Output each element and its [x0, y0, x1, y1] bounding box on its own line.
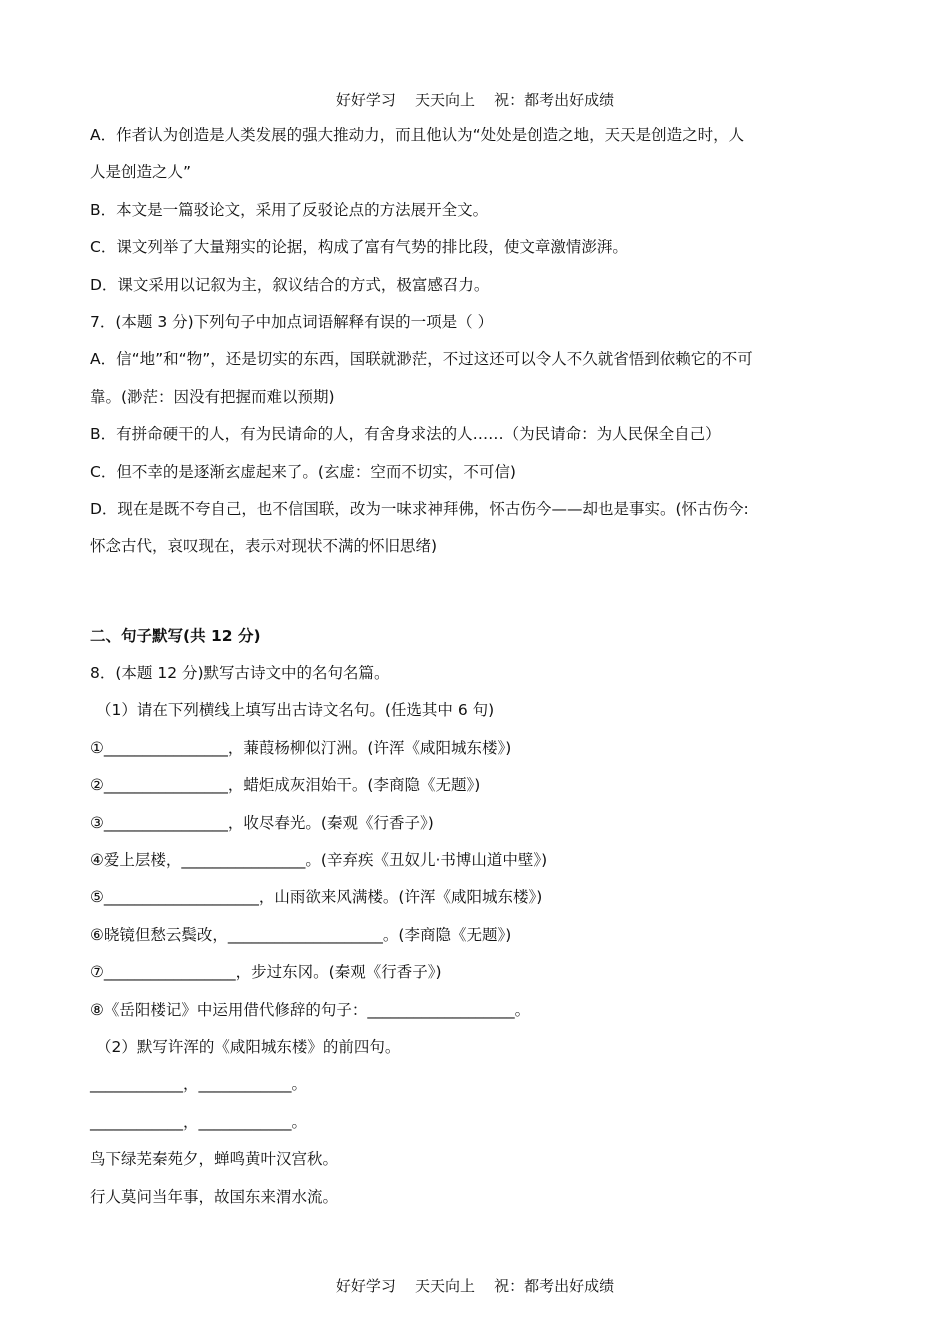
- document-body: [90, 117, 800, 1216]
- q8-poem-line-3: 鸟下绿芜秦苑夕，蝉鸣黄叶汉宫秋。: [90, 1150, 339, 1169]
- q6-option-a-line1: A．作者认为创造是人类发展的强大推动力，而且他认为“处处是创造之地，天天是创造之时，人: [90, 126, 745, 144]
- q7-stem: 7．(本题 3 分)下列句子中加点词语解释有误的一项是（ ）: [90, 312, 494, 331]
- q8-item-1: ①________________，蒹葭杨柳似汀洲。(许浑《咸阳城东楼》): [90, 738, 512, 757]
- q8-item-3: ③________________，收尽春光。(秦观《行香子》): [90, 813, 434, 832]
- section-title: 二、句子默写(共 12 分): [90, 626, 261, 645]
- q8-stem: 8．(本题 12 分)默写古诗文中的名句名篇。: [90, 664, 390, 683]
- q7-option-d-line1: D．现在是既不夸自己，也不信国联，改为一味求神拜佛，怀古伤今——却也是事实。(怀古伤今:: [90, 499, 749, 518]
- section-spacer: [90, 566, 800, 618]
- q7-option-c: C．但不幸的是逐渐玄虚起来了。(玄虚：空而不切实，不可信): [90, 462, 516, 481]
- q8-poem-line-4: 行人莫问当年事，故国东来渭水流。: [90, 1187, 339, 1206]
- q8-blank-line-1: ____________，____________。: [90, 1075, 308, 1094]
- q8-item-4: ④爱上层楼，________________。(辛弃疾《丑奴儿·书博山道中壁》): [90, 851, 548, 870]
- q7-option-a-line1: A．信“地”和“物”，还是切实的东西，国联就渺茫，不过这还可以令人不久就省悟到依赖它的不可: [90, 350, 753, 369]
- q6-option-d: D．课文采用以记叙为主，叙议结合的方式，极富感召力。: [90, 275, 490, 294]
- q6-option-b: B．本文是一篇驳论文，采用了反驳论点的方法展开全文。: [90, 200, 489, 219]
- page-footer: 好好学习 天天向上 祝：都考出好成绩: [335, 1277, 615, 1295]
- q7-option-b: B．有拼命硬干的人，有为民请命的人，有舍身求法的人……（为民请命：为人民保全自己）: [90, 425, 721, 444]
- q7-option-a-line2: 靠。(渺茫：因没有把握而难以预期): [90, 387, 335, 406]
- q8-item-2: ②________________，蜡炬成灰泪始干。(李商隐《无题》): [90, 776, 481, 795]
- q8-item-7: ⑦_________________，步过东冈。(秦观《行香子》): [90, 963, 442, 982]
- page-header: 好好学习 天天向上 祝：都考出好成绩: [335, 91, 615, 109]
- q8-blank-line-2: ____________，____________。: [90, 1112, 308, 1131]
- q8-item-5: ⑤____________________，山雨欲来风满楼。(许浑《咸阳城东楼》): [90, 888, 543, 907]
- q8-part2-instruction: （2）默写许浑的《咸阳城东楼》的前四句。: [96, 1037, 401, 1056]
- q8-item-8: ⑧《岳阳楼记》中运用借代修辞的句子：___________________。: [90, 1000, 531, 1019]
- q7-option-d-line2: 怀念古代，哀叹现在，表示对现状不满的怀旧思绪): [90, 537, 438, 556]
- q8-part1-instruction: （1）请在下列横线上填写出古诗文名句。(任选其中 6 句): [96, 701, 495, 720]
- q8-item-6: ⑥晓镜但愁云鬓改，____________________。(李商隐《无题》): [90, 925, 512, 944]
- q6-option-c: C．课文列举了大量翔实的论据，构成了富有气势的排比段，使文章激情澎湃。: [90, 238, 628, 257]
- q6-option-a-line2: 人是创造之人”: [90, 163, 192, 182]
